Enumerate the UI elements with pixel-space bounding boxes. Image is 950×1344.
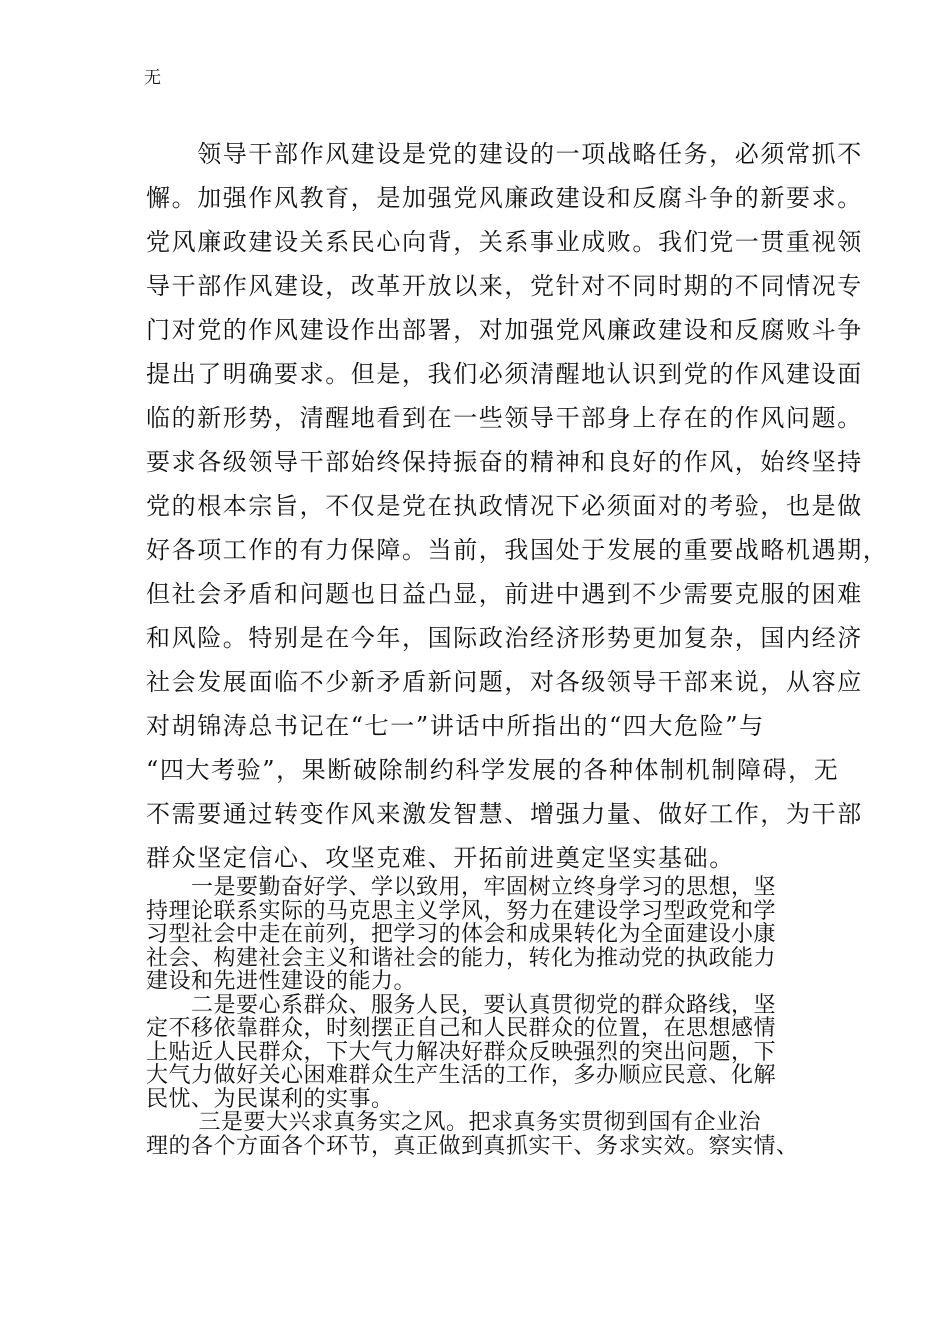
paragraph-line: 临的新形势，清醒地看到在一些领导干部身上存在的作风问题。 [146, 404, 863, 432]
point-line: 社会、构建社会主义和谐社会的能力，转化为推动党的执政能力 [146, 945, 777, 971]
paragraph-line: 群众坚定信心、攻坚克难、开拓前进奠定坚实基础。 [146, 844, 735, 872]
paragraph-line: 门对党的作风建设作出部署，对加强党风廉政建设和反腐败斗争 [146, 316, 863, 344]
paragraph-line: 懈。加强作风教育，是加强党风廉政建设和反腐斗争的新要求。 [146, 184, 863, 212]
points-section [146, 876, 826, 1158]
point-line: 理的各个方面各个环节，真正做到真抓实干、务求实效。察实情、 [146, 1133, 799, 1159]
point-line: 上贴近人民群众，下大气力解决好群众反映强烈的突出问题，下 [146, 1039, 777, 1065]
paragraph-line: 好各项工作的有力保障。当前，我国处于发展的重要战略机遇期， [146, 536, 889, 564]
paragraph-line: 和风险。特别是在今年，国际政治经济形势更加复杂，国内经济 [146, 624, 863, 652]
paragraph-line: 对胡锦涛总书记在“七一”讲话中所指出的“四大危险”与 [146, 712, 765, 740]
paragraph-line: 但社会矛盾和问题也日益凸显，前进中遇到不少需要克服的困难 [146, 580, 863, 608]
point-line: 持理论联系实际的马克思主义学风，努力在建设学习型政党和学 [146, 898, 777, 924]
paragraph-line: 党风廉政建设关系民心向背，关系事业成败。我们党一贯重视领 [146, 228, 863, 256]
paragraph-line: 领导干部作风建设是党的建设的一项战略任务，必须常抓不 [146, 140, 863, 168]
point-line: 大气力做好关心困难群众生产生活的工作，多办顺应民意、化解 [146, 1063, 777, 1088]
paragraph-line: “四大考验”，果断破除制约科学发展的各种体制机制障碍，无 [146, 756, 840, 784]
paragraph-line: 社会发展面临不少新矛盾新问题，对各级领导干部来说，从容应 [146, 668, 863, 696]
paragraph-line: 党的根本宗旨，不仅是党在执政情况下必须面对的考验，也是做 [146, 492, 863, 520]
paragraph-line: 导干部作风建设，改革开放以来，党针对不同时期的不同情况专 [146, 272, 863, 300]
point-line: 一是要勤奋好学、学以致用，牢固树立终身学习的思想，坚 [146, 875, 777, 900]
page-header-label: 无 [144, 68, 161, 88]
point-line: 三是要大兴求真务实之风。把求真务实贯彻到国有企业治 [146, 1110, 761, 1135]
point-line: 二是要心系群众、服务人民，要认真贯彻党的群众路线，坚 [146, 992, 777, 1018]
point-line: 建设和先进性建设的能力。 [146, 969, 417, 994]
paragraph-line: 要求各级领导干部始终保持振奋的精神和良好的作风，始终坚持 [146, 448, 863, 476]
paragraph-line: 不需要通过转变作风来激发智慧、增强力量、做好工作，为干部 [146, 800, 863, 828]
point-line: 习型社会中走在前列，把学习的体会和成果转化为全面建设小康 [146, 922, 777, 947]
point-line: 民忧、为民谋利的实事。 [146, 1086, 394, 1112]
paragraph-line: 提出了明确要求。但是，我们必须清醒地认识到党的作风建设面 [146, 360, 863, 388]
point-line: 定不移依靠群众，时刻摆正自己和人民群众的位置，在思想感情 [146, 1016, 777, 1041]
main-paragraph [146, 132, 889, 880]
